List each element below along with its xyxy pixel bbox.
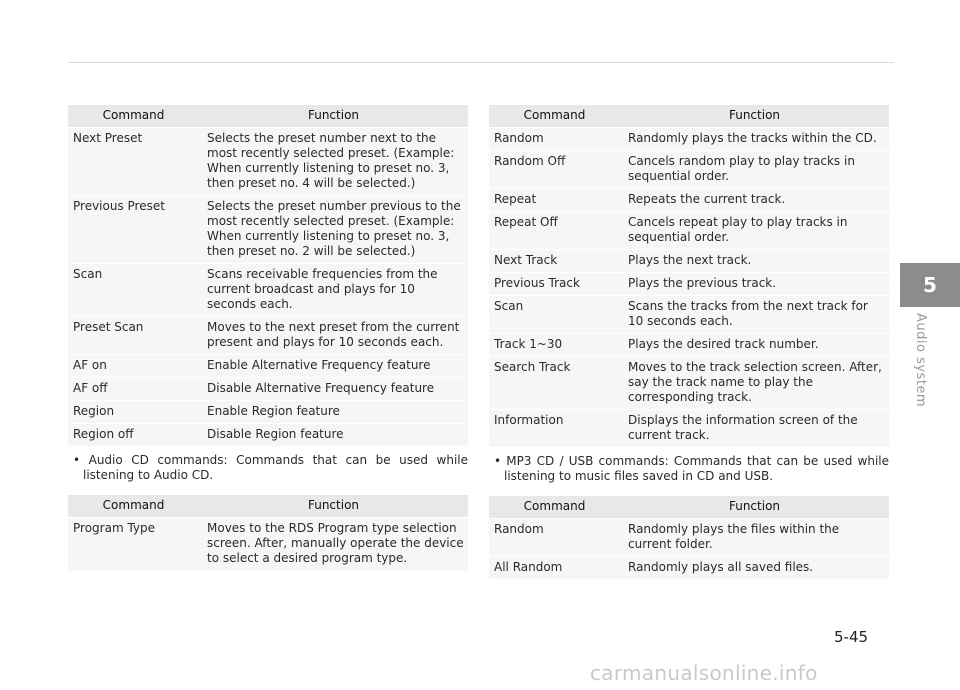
table-row xyxy=(489,357,889,410)
command-cell: Next Preset xyxy=(68,128,199,196)
chapter-label: Audio system xyxy=(913,313,928,408)
chapter-tab xyxy=(900,263,960,307)
function-cell: Enable Alternative Frequency feature xyxy=(199,355,468,378)
table-row xyxy=(489,273,889,296)
table-row xyxy=(68,378,468,401)
command-cell: Repeat Off xyxy=(489,212,620,250)
table-row xyxy=(68,317,468,355)
command-cell: Previous Preset xyxy=(68,196,199,264)
function-cell: Repeats the current track. xyxy=(620,189,889,212)
column-header-command: Command xyxy=(68,105,199,128)
program-type-table xyxy=(68,495,468,570)
command-cell: Random xyxy=(489,128,620,151)
command-cell: Search Track xyxy=(489,357,620,410)
column-header-function: Function xyxy=(620,496,889,519)
command-cell: Repeat xyxy=(489,189,620,212)
table-row xyxy=(68,518,468,571)
column-header-command: Command xyxy=(489,105,620,128)
table-row xyxy=(68,424,468,447)
command-cell: All Random xyxy=(489,557,620,580)
function-cell: Moves to the next preset from the current present and plays for 10 seconds each. xyxy=(199,317,468,355)
function-cell: Cancels random play to play tracks in sequential order. xyxy=(620,151,889,189)
table-row xyxy=(489,557,889,580)
table-row xyxy=(68,128,468,196)
column-header-function: Function xyxy=(199,105,468,128)
function-cell: Selects the preset number next to the most recently selected preset. (Example: When currently listening to preset no. 3, then preset no. 4 will be selected.) xyxy=(199,128,468,196)
command-cell: Random Off xyxy=(489,151,620,189)
command-cell: Program Type xyxy=(68,518,199,571)
function-cell: Enable Region feature xyxy=(199,401,468,424)
table-row xyxy=(489,128,889,151)
right-column xyxy=(489,105,889,579)
function-cell: Randomly plays the tracks within the CD. xyxy=(620,128,889,151)
column-header-function: Function xyxy=(620,105,889,128)
column-header-function: Function xyxy=(199,495,468,518)
table-row xyxy=(489,189,889,212)
left-column xyxy=(68,105,468,570)
function-cell: Randomly plays all saved files. xyxy=(620,557,889,580)
command-cell: AF off xyxy=(68,378,199,401)
command-cell: Region xyxy=(68,401,199,424)
table-row xyxy=(68,264,468,317)
radio-commands-table xyxy=(68,105,468,446)
table-row xyxy=(489,334,889,357)
function-cell: Plays the previous track. xyxy=(620,273,889,296)
command-cell: Next Track xyxy=(489,250,620,273)
function-cell: Cancels repeat play to play tracks in sequential order. xyxy=(620,212,889,250)
cd-commands-table xyxy=(489,105,889,447)
column-header-command: Command xyxy=(489,496,620,519)
audio-cd-note: • Audio CD commands: Commands that can be used while listening to Audio CD. xyxy=(73,453,468,482)
function-cell: Moves to the track selection screen. After, say the track name to play the corresponding track. xyxy=(620,357,889,410)
table-row xyxy=(489,519,889,557)
column-header-command: Command xyxy=(68,495,199,518)
command-cell: Track 1~30 xyxy=(489,334,620,357)
top-rule xyxy=(68,62,894,63)
command-cell: AF on xyxy=(68,355,199,378)
command-cell: Information xyxy=(489,410,620,448)
command-cell: Scan xyxy=(489,296,620,334)
page-number: 5-45 xyxy=(834,628,869,646)
function-cell: Plays the desired track number. xyxy=(620,334,889,357)
command-cell: Preset Scan xyxy=(68,317,199,355)
watermark-text: carmanualsonline.info xyxy=(590,661,818,685)
command-cell: Region off xyxy=(68,424,199,447)
table-row xyxy=(68,355,468,378)
chapter-number: 5 xyxy=(923,273,937,297)
function-cell: Randomly plays the files within the current folder. xyxy=(620,519,889,557)
command-cell: Scan xyxy=(68,264,199,317)
function-cell: Disable Alternative Frequency feature xyxy=(199,378,468,401)
function-cell: Disable Region feature xyxy=(199,424,468,447)
table-row xyxy=(68,401,468,424)
function-cell: Scans the tracks from the next track for 10 seconds each. xyxy=(620,296,889,334)
table-row xyxy=(489,296,889,334)
command-cell: Random xyxy=(489,519,620,557)
function-cell: Displays the information screen of the current track. xyxy=(620,410,889,448)
table-row xyxy=(489,151,889,189)
table-row xyxy=(489,250,889,273)
mp3-usb-note: • MP3 CD / USB commands: Commands that can be used while listening to music files saved in CD and USB. xyxy=(494,454,889,483)
command-cell: Previous Track xyxy=(489,273,620,296)
mp3-usb-commands-table xyxy=(489,496,889,579)
function-cell: Scans receivable frequencies from the current broadcast and plays for 10 seconds each. xyxy=(199,264,468,317)
function-cell: Selects the preset number previous to the most recently selected preset. (Example: When currently listening to preset no. 3, then preset no. 2 will be selected.) xyxy=(199,196,468,264)
function-cell: Moves to the RDS Program type selection screen. After, manually operate the device to select a desired program type. xyxy=(199,518,468,571)
table-row xyxy=(489,410,889,448)
table-row xyxy=(489,212,889,250)
function-cell: Plays the next track. xyxy=(620,250,889,273)
table-row xyxy=(68,196,468,264)
